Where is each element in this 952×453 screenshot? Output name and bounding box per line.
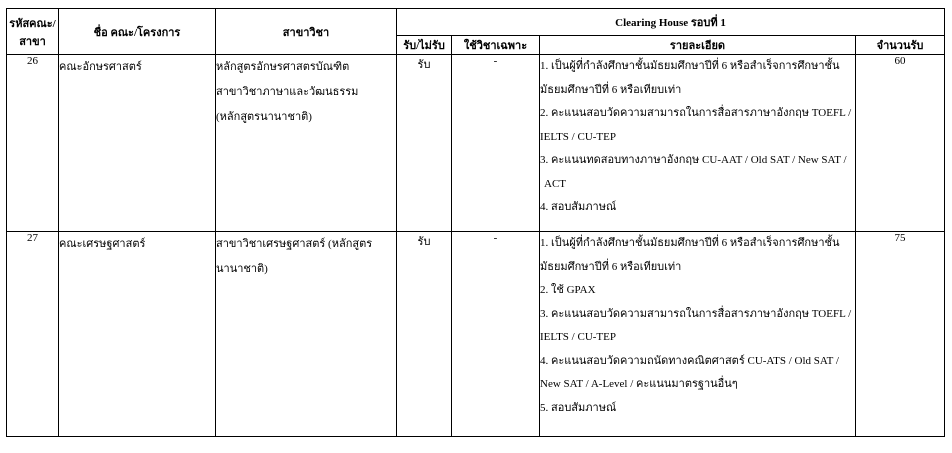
cell-faculty: คณะอักษรศาสตร์: [59, 55, 216, 232]
major-line: หลักสูตรอักษรศาสตรบัณฑิต: [216, 61, 350, 73]
major-line: สาขาวิชาเศรษฐศาสตร์ (หลักสูตร: [216, 238, 373, 250]
detail-line: IELTS / CU-TEP: [540, 331, 616, 343]
cell-specific: -: [452, 55, 540, 232]
cell-code: 27: [7, 232, 59, 437]
cell-details: [540, 55, 856, 232]
detail-line: 5. สอบสัมภาษณ์: [540, 401, 617, 414]
header-accept: รับ/ไม่รับ: [397, 36, 452, 55]
header-major: สาขาวิชา: [216, 9, 397, 55]
detail-line: 1. เป็นผู้ที่กำลังศึกษาชั้นมัธยมศึกษาปีที่ 6 หรือสำเร็จการศึกษาชั้น: [540, 237, 840, 249]
major-line: สาขาวิชาภาษาและวัฒนธรรม: [216, 86, 359, 98]
cell-details: [540, 232, 856, 437]
cell-specific: -: [452, 232, 540, 437]
header-clearing-house-round: Clearing House รอบที่ 1: [397, 9, 945, 36]
cell-code: 26: [7, 55, 59, 232]
detail-line: มัธยมศึกษาปีที่ 6 หรือเทียบเท่า: [540, 260, 682, 273]
detail-line: ACT: [544, 177, 566, 190]
detail-line: 2. ใช้ GPAX: [540, 284, 596, 296]
detail-line: New SAT / A-Level / คะแนนมาตรฐานอื่นๆ: [540, 378, 738, 390]
table-row: [7, 232, 945, 437]
table-row: [7, 55, 945, 232]
major-line: (หลักสูตรนานาชาติ): [216, 111, 312, 123]
header-faculty-name: ชื่อ คณะ/โครงการ: [59, 9, 216, 55]
cell-major: [216, 232, 397, 437]
detail-line: IELTS / CU-TEP: [540, 130, 616, 143]
cell-accept: รับ: [397, 55, 452, 232]
header-specific-subject: ใช้วิชาเฉพาะ: [452, 36, 540, 55]
cell-quota: 75: [856, 232, 945, 437]
detail-line: 3. คะแนนสอบวัดความสามารถในการสื่อสารภาษาอังกฤษ TOEFL /: [540, 307, 852, 320]
major-line: นานาชาติ): [216, 263, 268, 275]
detail-line: 3. คะแนนทดสอบทางภาษาอังกฤษ CU-AAT / Old SAT / New SAT /: [540, 154, 847, 166]
detail-line: 4. คะแนนสอบวัดความถนัดทางคณิตศาสตร์ CU-ATS / Old SAT /: [540, 354, 839, 367]
admission-table: [6, 8, 945, 437]
cell-accept: รับ: [397, 232, 452, 437]
header-faculty-code: [7, 9, 59, 55]
detail-line: มัธยมศึกษาปีที่ 6 หรือเทียบเท่า: [540, 83, 682, 96]
header-faculty-code-line1: รหัสคณะ/: [9, 17, 56, 30]
detail-line: 2. คะแนนสอบวัดความสามารถในการสื่อสารภาษาอังกฤษ TOEFL /: [540, 107, 852, 119]
detail-line: 4. สอบสัมภาษณ์: [540, 201, 617, 213]
header-faculty-code-line2: สาขา: [19, 35, 46, 48]
cell-quota: 60: [856, 55, 945, 232]
detail-line: 1. เป็นผู้ที่กำลังศึกษาชั้นมัธยมศึกษาปีที่ 6 หรือสำเร็จการศึกษาชั้น: [540, 60, 840, 72]
header-details: รายละเอียด: [540, 36, 856, 55]
cell-major: [216, 55, 397, 232]
header-quota: จำนวนรับ: [856, 36, 945, 55]
cell-faculty: คณะเศรษฐศาสตร์: [59, 232, 216, 437]
